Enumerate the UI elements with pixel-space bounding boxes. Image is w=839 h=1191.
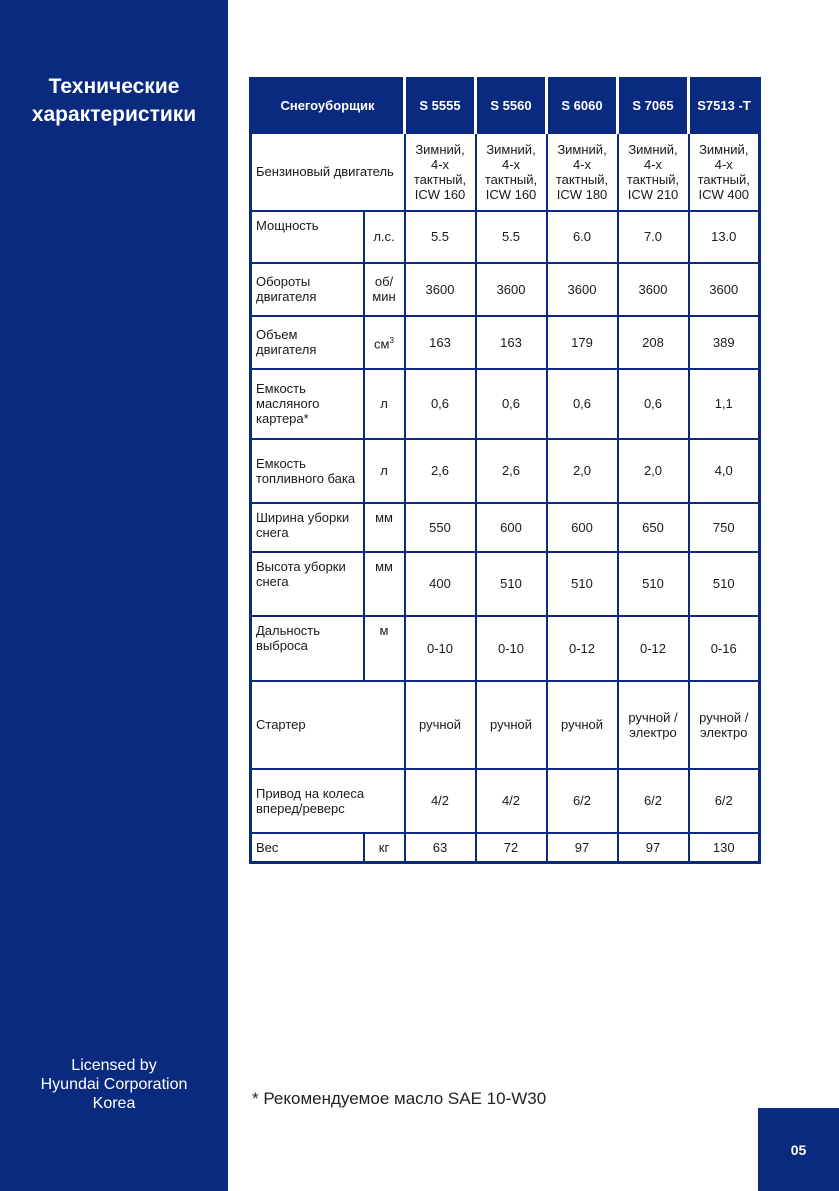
sidebar xyxy=(0,0,228,1191)
cell-value: 0,6 xyxy=(476,369,547,439)
cell-value: 0-16 xyxy=(689,616,760,681)
table-row xyxy=(251,769,760,833)
header-model: S 7065 xyxy=(618,79,689,133)
cell-value: 0,6 xyxy=(547,369,618,439)
license-line-2: Hyundai Corporation xyxy=(40,1076,188,1093)
cell-value: 0,6 xyxy=(405,369,476,439)
cell-value: 600 xyxy=(476,503,547,552)
cell-value: 2,0 xyxy=(547,439,618,503)
row-label: Вес xyxy=(251,833,364,863)
row-unit: мм xyxy=(364,503,405,552)
table-row xyxy=(251,833,760,863)
cell-value: 6/2 xyxy=(689,769,760,833)
cell-value: 5.5 xyxy=(476,211,547,263)
license-note xyxy=(0,1056,228,1113)
table-row xyxy=(251,439,760,503)
header-label: Снегоуборщик xyxy=(251,79,405,133)
table-row xyxy=(251,263,760,316)
row-unit: м xyxy=(364,616,405,681)
table-row xyxy=(251,133,760,211)
cell-value: 163 xyxy=(476,316,547,369)
cell-value: 6/2 xyxy=(547,769,618,833)
cell-value: ручной /электро xyxy=(618,681,689,769)
cell-value: 130 xyxy=(689,833,760,863)
cell-value: 2,6 xyxy=(405,439,476,503)
cell-value: 63 xyxy=(405,833,476,863)
cell-value: 0,6 xyxy=(618,369,689,439)
cell-value: 510 xyxy=(689,552,760,616)
cell-value: ручной /электро xyxy=(689,681,760,769)
cell-value: 2,0 xyxy=(618,439,689,503)
unit-text: см xyxy=(374,336,390,352)
row-label: Объем двигателя xyxy=(251,316,364,369)
cell-value: 4,0 xyxy=(689,439,760,503)
cell-value: ручной xyxy=(405,681,476,769)
cell-value: Зимний, 4-х тактный, ICW 210 xyxy=(618,133,689,211)
cell-value: 750 xyxy=(689,503,760,552)
row-label: Привод на колеса вперед/реверс xyxy=(251,769,405,833)
spec-table xyxy=(249,77,761,864)
table-row xyxy=(251,616,760,681)
header-model: S 6060 xyxy=(547,79,618,133)
cell-value: 97 xyxy=(547,833,618,863)
row-label: Емкость топливного бака xyxy=(251,439,364,503)
cell-value: 5.5 xyxy=(405,211,476,263)
row-unit: л xyxy=(364,439,405,503)
table-row xyxy=(251,211,760,263)
cell-value: 6/2 xyxy=(618,769,689,833)
cell-value: 6.0 xyxy=(547,211,618,263)
cell-value: 389 xyxy=(689,316,760,369)
header-model: S 5560 xyxy=(476,79,547,133)
cell-value: 510 xyxy=(618,552,689,616)
row-label: Дальность выброса xyxy=(251,616,364,681)
row-label: Бензиновый двигатель xyxy=(251,133,405,211)
cell-value: 72 xyxy=(476,833,547,863)
cell-value: 0-10 xyxy=(405,616,476,681)
cell-value: 3600 xyxy=(547,263,618,316)
row-unit: л.с. xyxy=(364,211,405,263)
footnote: * Рекомендуемое масло SAE 10-W30 xyxy=(252,1089,547,1108)
header-model: S7513 -T xyxy=(689,79,760,133)
section-title: Технические характеристики xyxy=(31,75,197,126)
row-unit xyxy=(364,316,405,369)
cell-value: ручной xyxy=(547,681,618,769)
header-model: S 5555 xyxy=(405,79,476,133)
cell-value: 163 xyxy=(405,316,476,369)
cell-value: 510 xyxy=(547,552,618,616)
cell-value: 0-12 xyxy=(618,616,689,681)
table-row xyxy=(251,369,760,439)
cell-value: 179 xyxy=(547,316,618,369)
cell-value: Зимний, 4-х тактный, ICW 160 xyxy=(405,133,476,211)
cell-value: 97 xyxy=(618,833,689,863)
row-unit: об/ мин xyxy=(364,263,405,316)
cell-value: Зимний, 4-х тактный, ICW 400 xyxy=(689,133,760,211)
table-header-row xyxy=(251,79,760,133)
page-number: 05 xyxy=(758,1108,839,1191)
cell-value: 208 xyxy=(618,316,689,369)
cell-value: 2,6 xyxy=(476,439,547,503)
license-line-1: Licensed by xyxy=(71,1057,157,1074)
cell-value: 13.0 xyxy=(689,211,760,263)
row-label: Ширина уборки снега xyxy=(251,503,364,552)
cell-value: 0-10 xyxy=(476,616,547,681)
cell-value: Зимний, 4-х тактный, ICW 160 xyxy=(476,133,547,211)
cell-value: 4/2 xyxy=(476,769,547,833)
row-label: Мощность xyxy=(251,211,364,263)
cell-value: 400 xyxy=(405,552,476,616)
cell-value: 3600 xyxy=(618,263,689,316)
cell-value: 550 xyxy=(405,503,476,552)
cell-value: 3600 xyxy=(405,263,476,316)
table-row xyxy=(251,681,760,769)
cell-value: 0-12 xyxy=(547,616,618,681)
row-label: Стартер xyxy=(251,681,405,769)
row-unit: л xyxy=(364,369,405,439)
cell-value: 650 xyxy=(618,503,689,552)
row-label: Высота уборки снега xyxy=(251,552,364,616)
table-row xyxy=(251,316,760,369)
cell-value: 3600 xyxy=(689,263,760,316)
license-line-3: Korea xyxy=(92,1095,136,1112)
cell-value: ручной xyxy=(476,681,547,769)
row-unit: мм xyxy=(364,552,405,616)
row-label: Обороты двигателя xyxy=(251,263,364,316)
table-row xyxy=(251,552,760,616)
cell-value: 510 xyxy=(476,552,547,616)
table-row xyxy=(251,503,760,552)
row-unit: кг xyxy=(364,833,405,863)
cell-value: 7.0 xyxy=(618,211,689,263)
cell-value: Зимний, 4-х тактный, ICW 180 xyxy=(547,133,618,211)
cell-value: 3600 xyxy=(476,263,547,316)
cell-value: 1,1 xyxy=(689,369,760,439)
unit-superscript: 3 xyxy=(389,335,394,345)
cell-value: 600 xyxy=(547,503,618,552)
row-label: Емкость масляного картера* xyxy=(251,369,364,439)
cell-value: 4/2 xyxy=(405,769,476,833)
